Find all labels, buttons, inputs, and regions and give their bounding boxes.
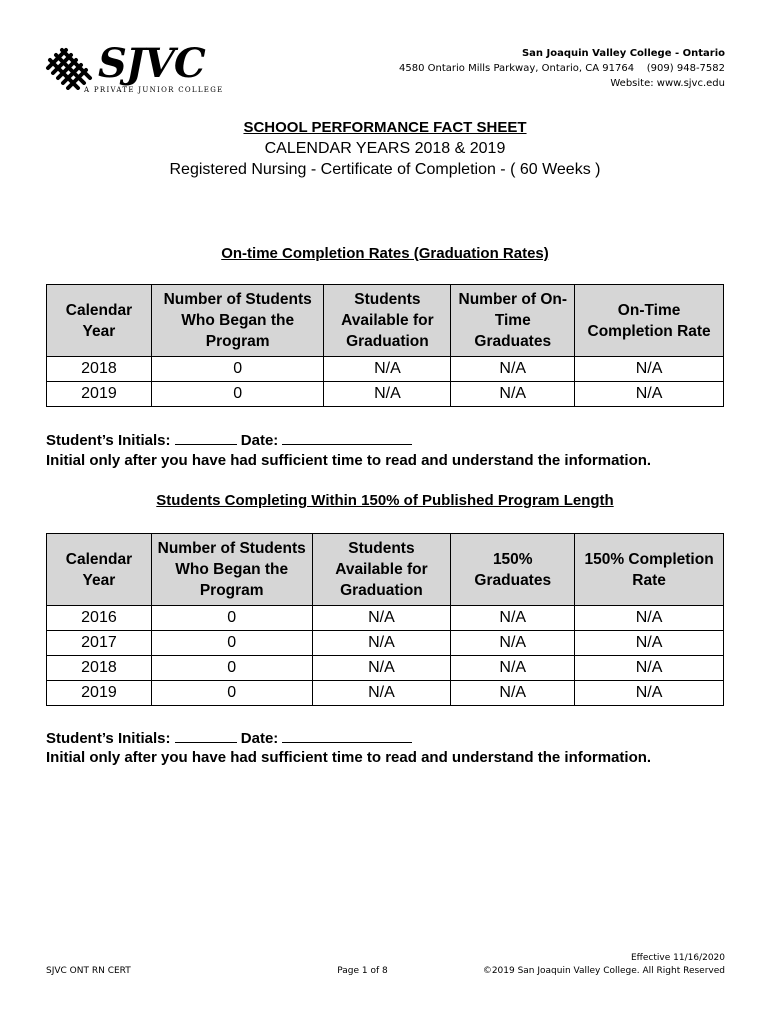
table-header-row bbox=[47, 534, 724, 606]
table-cell: N/A bbox=[575, 606, 724, 631]
logo-wordmark: SJVC bbox=[98, 40, 205, 87]
logo-tagline: A PRIVATE JUNIOR COLLEGE bbox=[84, 86, 224, 94]
table-cell: N/A bbox=[575, 357, 724, 382]
table-cell: N/A bbox=[312, 631, 451, 656]
initials-field[interactable] bbox=[175, 430, 237, 445]
date-field[interactable] bbox=[282, 430, 412, 445]
col-ontime-rate: On-Time Completion Rate bbox=[575, 285, 724, 357]
table-header-row bbox=[47, 285, 724, 357]
col-students-available: Students Available for Graduation bbox=[312, 534, 451, 606]
footer-right-block bbox=[483, 952, 725, 978]
table-row bbox=[47, 606, 724, 631]
table-cell: N/A bbox=[451, 606, 575, 631]
initials-note-1: Initial only after you have had sufficient time to read and understand the information. bbox=[46, 452, 652, 469]
completion-150-table bbox=[46, 533, 724, 706]
ontime-completion-table bbox=[46, 284, 724, 407]
date-label: Date: bbox=[240, 432, 279, 449]
table-cell: 2016 bbox=[47, 606, 152, 631]
initials-line-1 bbox=[46, 430, 412, 451]
col-students-available: Students Available for Graduation bbox=[324, 285, 451, 357]
diamond-logo-icon bbox=[42, 46, 98, 90]
table-row bbox=[47, 681, 724, 706]
col-150-rate: 150% Completion Rate bbox=[575, 534, 724, 606]
col-students-began: Number of Students Who Began the Program bbox=[151, 285, 324, 357]
table-cell: N/A bbox=[451, 656, 575, 681]
table-cell: N/A bbox=[451, 681, 575, 706]
table-cell: 0 bbox=[151, 382, 324, 407]
table-cell: 2017 bbox=[47, 631, 152, 656]
table-cell: 2018 bbox=[47, 357, 152, 382]
table-row bbox=[47, 382, 724, 407]
table-row bbox=[47, 631, 724, 656]
footer-doc-code: SJVC ONT RN CERT bbox=[46, 966, 131, 976]
program-name: Registered Nursing - Certificate of Completion - ( 60 Weeks ) bbox=[169, 161, 601, 178]
footer-effective-date: Effective 11/16/2020 bbox=[631, 953, 725, 963]
table-cell: N/A bbox=[575, 656, 724, 681]
initials-line-2 bbox=[46, 728, 412, 749]
col-calendar-year: Calendar Year bbox=[47, 285, 152, 357]
table-cell: 0 bbox=[151, 631, 312, 656]
col-calendar-year: Calendar Year bbox=[47, 534, 152, 606]
table-cell: N/A bbox=[324, 357, 451, 382]
date-field[interactable] bbox=[282, 728, 412, 743]
table-cell: N/A bbox=[575, 631, 724, 656]
section2-heading: Students Completing Within 150% of Published Program Length bbox=[156, 492, 614, 509]
table-cell: N/A bbox=[451, 631, 575, 656]
school-address-block bbox=[399, 46, 725, 91]
page-title: SCHOOL PERFORMANCE FACT SHEET bbox=[243, 119, 527, 136]
table-cell: N/A bbox=[451, 382, 575, 407]
table-cell: N/A bbox=[312, 606, 451, 631]
school-website: Website: www.sjvc.edu bbox=[610, 78, 725, 89]
initials-note-2: Initial only after you have had sufficient time to read and understand the information. bbox=[46, 749, 652, 766]
table-cell: N/A bbox=[312, 681, 451, 706]
table-row bbox=[47, 656, 724, 681]
footer-page-number: Page 1 of 8 bbox=[337, 966, 388, 976]
table-cell: 0 bbox=[151, 357, 324, 382]
title-block bbox=[0, 118, 770, 180]
table-cell: 0 bbox=[151, 656, 312, 681]
table-cell: N/A bbox=[324, 382, 451, 407]
initials-field[interactable] bbox=[175, 728, 237, 743]
table-cell: N/A bbox=[575, 681, 724, 706]
table-cell: 0 bbox=[151, 606, 312, 631]
table-cell: N/A bbox=[451, 357, 575, 382]
table-row bbox=[47, 357, 724, 382]
table-cell: 2018 bbox=[47, 656, 152, 681]
table-cell: N/A bbox=[312, 656, 451, 681]
footer-copyright: ©2019 San Joaquin Valley College. All Right Reserved bbox=[482, 966, 725, 976]
calendar-years: CALENDAR YEARS 2018 & 2019 bbox=[264, 140, 506, 157]
date-label: Date: bbox=[240, 730, 279, 747]
table-cell: 0 bbox=[151, 681, 312, 706]
section1-heading: On-time Completion Rates (Graduation Rates) bbox=[221, 245, 549, 262]
table-cell: N/A bbox=[575, 382, 724, 407]
school-address: 4580 Ontario Mills Parkway, Ontario, CA 91764 (909) 948-7582 bbox=[399, 63, 725, 74]
table-cell: 2019 bbox=[47, 382, 152, 407]
initials-label: Student’s Initials: bbox=[46, 432, 171, 449]
table-cell: 2019 bbox=[47, 681, 152, 706]
sjvc-logo bbox=[42, 40, 224, 98]
col-150-graduates: 150% Graduates bbox=[451, 534, 575, 606]
school-name: San Joaquin Valley College - Ontario bbox=[521, 48, 725, 59]
col-ontime-graduates: Number of On-Time Graduates bbox=[451, 285, 575, 357]
col-students-began: Number of Students Who Began the Program bbox=[151, 534, 312, 606]
initials-label: Student’s Initials: bbox=[46, 730, 171, 747]
